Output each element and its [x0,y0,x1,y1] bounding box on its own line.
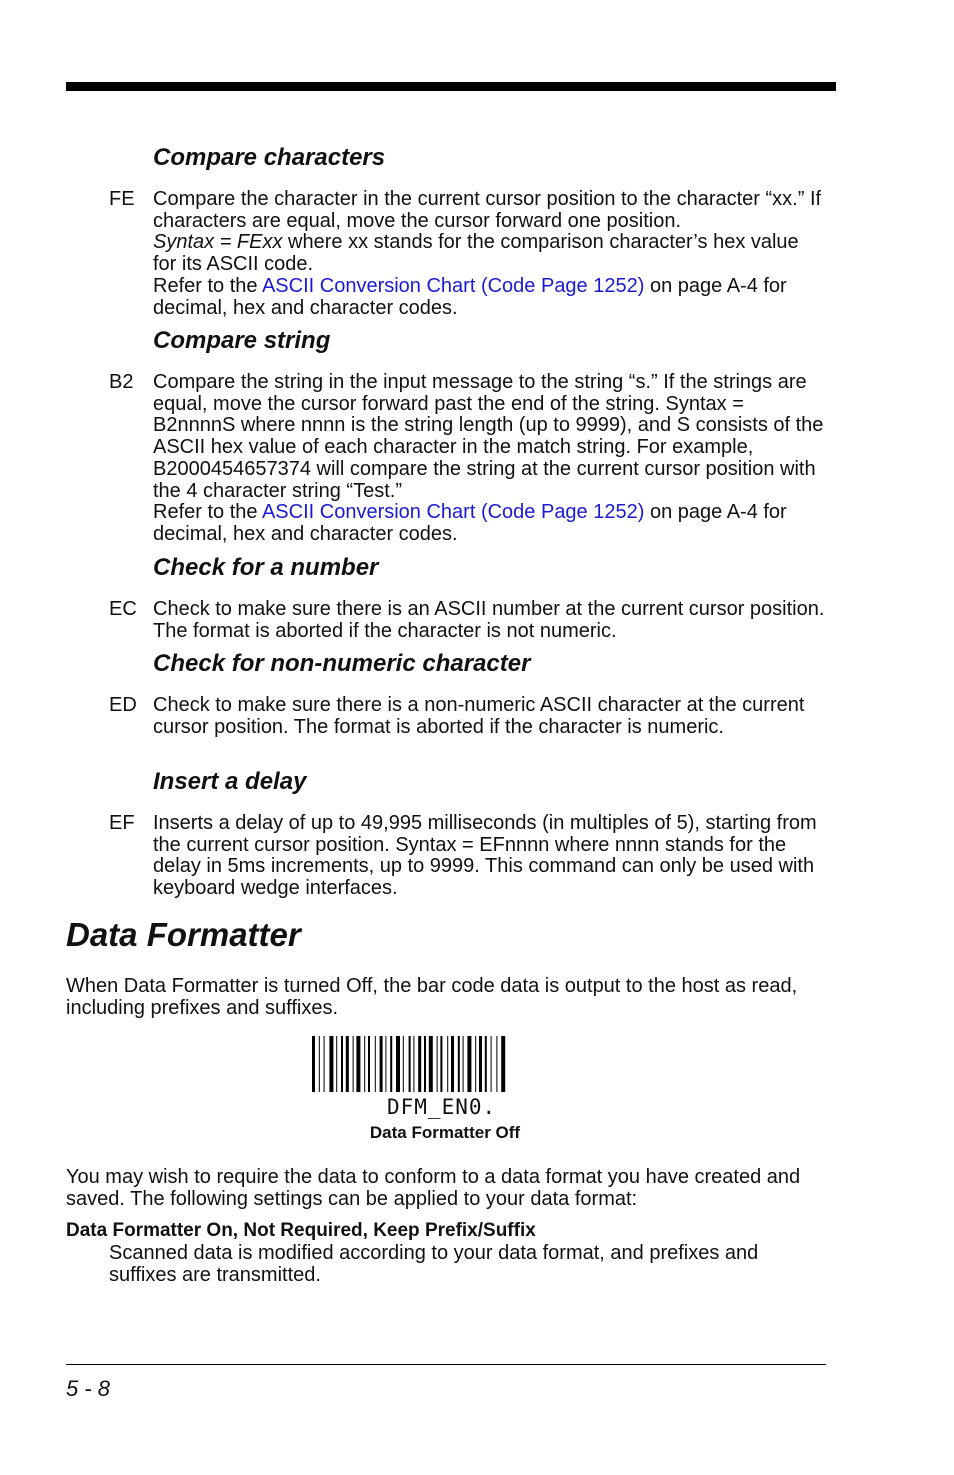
barcode-label: Data Formatter Off [369,1123,521,1142]
barcode-bar [324,1036,325,1092]
footer-rule [66,1364,826,1365]
insert-delay-description: Inserts a delay of up to 49,995 milliseconds (in multiples of 5), starting from the current cursor position. Syntax = EFnnnn where nnnn stands for the delay in 5ms increments, up to 9999. This command can only be used with keyboard wedge interfaces. [153,812,817,900]
barcode-bar [346,1036,349,1092]
ascii-chart-link[interactable]: ASCII Conversion Chart (Code Page 1252) [261,501,645,524]
setting-description: Scanned data is modified according to your data format, and prefixes and suffixes are transmitted. [109,1242,759,1286]
barcode-bar [403,1036,404,1092]
barcode-bar [329,1036,333,1092]
barcode-bar [312,1036,315,1092]
barcode-bar [380,1036,383,1092]
reference-suffix: on page A-4 for decimal, hex and character codes. [153,274,787,319]
barcode-bar [479,1036,482,1092]
data-formatter-intro: When Data Formatter is turned Off, the bar code data is output to the host as read, including prefixes and suffixes. [66,975,798,1019]
description-text: Compare the string in the input message to the string “s.” If the strings are equal, move the cursor forward past the end of the string. Syntax = B2nnnnS where nnnn is the string length (up to 9999), and S consists of the ASCII hex value of each character in the match string. For example, B2000454657374 will compare the string at the current cursor position with the 4 character string “Test.” [153,371,824,502]
barcode-bar [501,1036,505,1092]
compare-string-description [153,372,825,546]
barcode-human-readable: DFM_EN0. [387,1095,497,1119]
command-code-ed: ED [109,694,137,716]
barcode-bar [319,1036,320,1092]
barcode-bar [390,1036,392,1092]
barcode-bars [310,1036,580,1092]
data-formatter-off-barcode[interactable] [310,1036,580,1097]
reference-prefix: Refer to the [153,274,262,297]
barcode-bar [413,1036,414,1092]
barcode-bar [356,1036,360,1092]
section-heading-check-number: Check for a number [153,554,379,581]
page-section-title: Data Formatter [66,916,301,953]
section-heading-compare-characters: Compare characters [153,144,386,171]
barcode-bar [485,1036,487,1092]
command-code-fe: FE [109,188,135,210]
description-text: Compare the character in the current cursor position to the character “xx.” If characters are equal, move the cursor forward one position. [153,188,822,232]
barcode-bar [451,1036,454,1092]
barcode-bar [463,1036,464,1092]
barcode-bar [353,1036,354,1092]
setting-title: Data Formatter On, Not Required, Keep Prefix/Suffix [66,1220,536,1241]
syntax-explanation: where xx stands for the comparison character’s hex value for its ASCII code. [153,231,799,276]
barcode-bar [424,1036,426,1092]
data-format-paragraph: You may wish to require the data to conform to a data format you have created and saved. The following settings can be applied to your data format: [66,1166,801,1210]
barcode-bar [447,1036,448,1092]
command-code-ec: EC [109,598,137,620]
section-heading-check-non-numeric: Check for non-numeric character [153,650,531,677]
section-heading-compare-string: Compare string [153,327,331,354]
reference-suffix: on page A-4 for decimal, hex and character codes. [153,501,787,545]
check-non-numeric-description: Check to make sure there is a non-numeric ASCII character at the current cursor position. The format is aborted if the character is numeric. [153,694,805,738]
compare-characters-description [153,189,825,319]
barcode-bar [440,1036,442,1092]
barcode-bar [491,1036,492,1092]
barcode-bar [396,1036,400,1092]
barcode-bar [385,1036,386,1092]
barcode-bar [409,1036,411,1092]
syntax-text: Syntax = FExx [153,231,283,254]
barcode-bar [467,1036,471,1092]
barcode-bar [336,1036,337,1092]
header-rule [66,82,836,91]
barcode-bar [437,1036,438,1092]
barcode-bar [429,1036,433,1092]
reference-prefix: Refer to the [153,501,262,524]
command-code-ef: EF [109,812,135,834]
barcode-bar [475,1036,476,1092]
barcode-bar [364,1036,365,1092]
ascii-chart-link[interactable]: ASCII Conversion Chart (Code Page 1252) [261,274,645,297]
barcode-bar [341,1036,343,1092]
page-number: 5 - 8 [66,1376,111,1401]
barcode-bar [496,1036,497,1092]
barcode-bar [368,1036,370,1092]
barcode-bar [418,1036,421,1092]
check-number-description: Check to make sure there is an ASCII number at the current cursor position. The format is aborted if the character is not numeric. [153,598,825,642]
barcode-bar [458,1036,460,1092]
section-heading-insert-delay: Insert a delay [153,768,307,795]
command-code-b2: B2 [109,371,134,393]
barcode-bar [375,1036,376,1092]
